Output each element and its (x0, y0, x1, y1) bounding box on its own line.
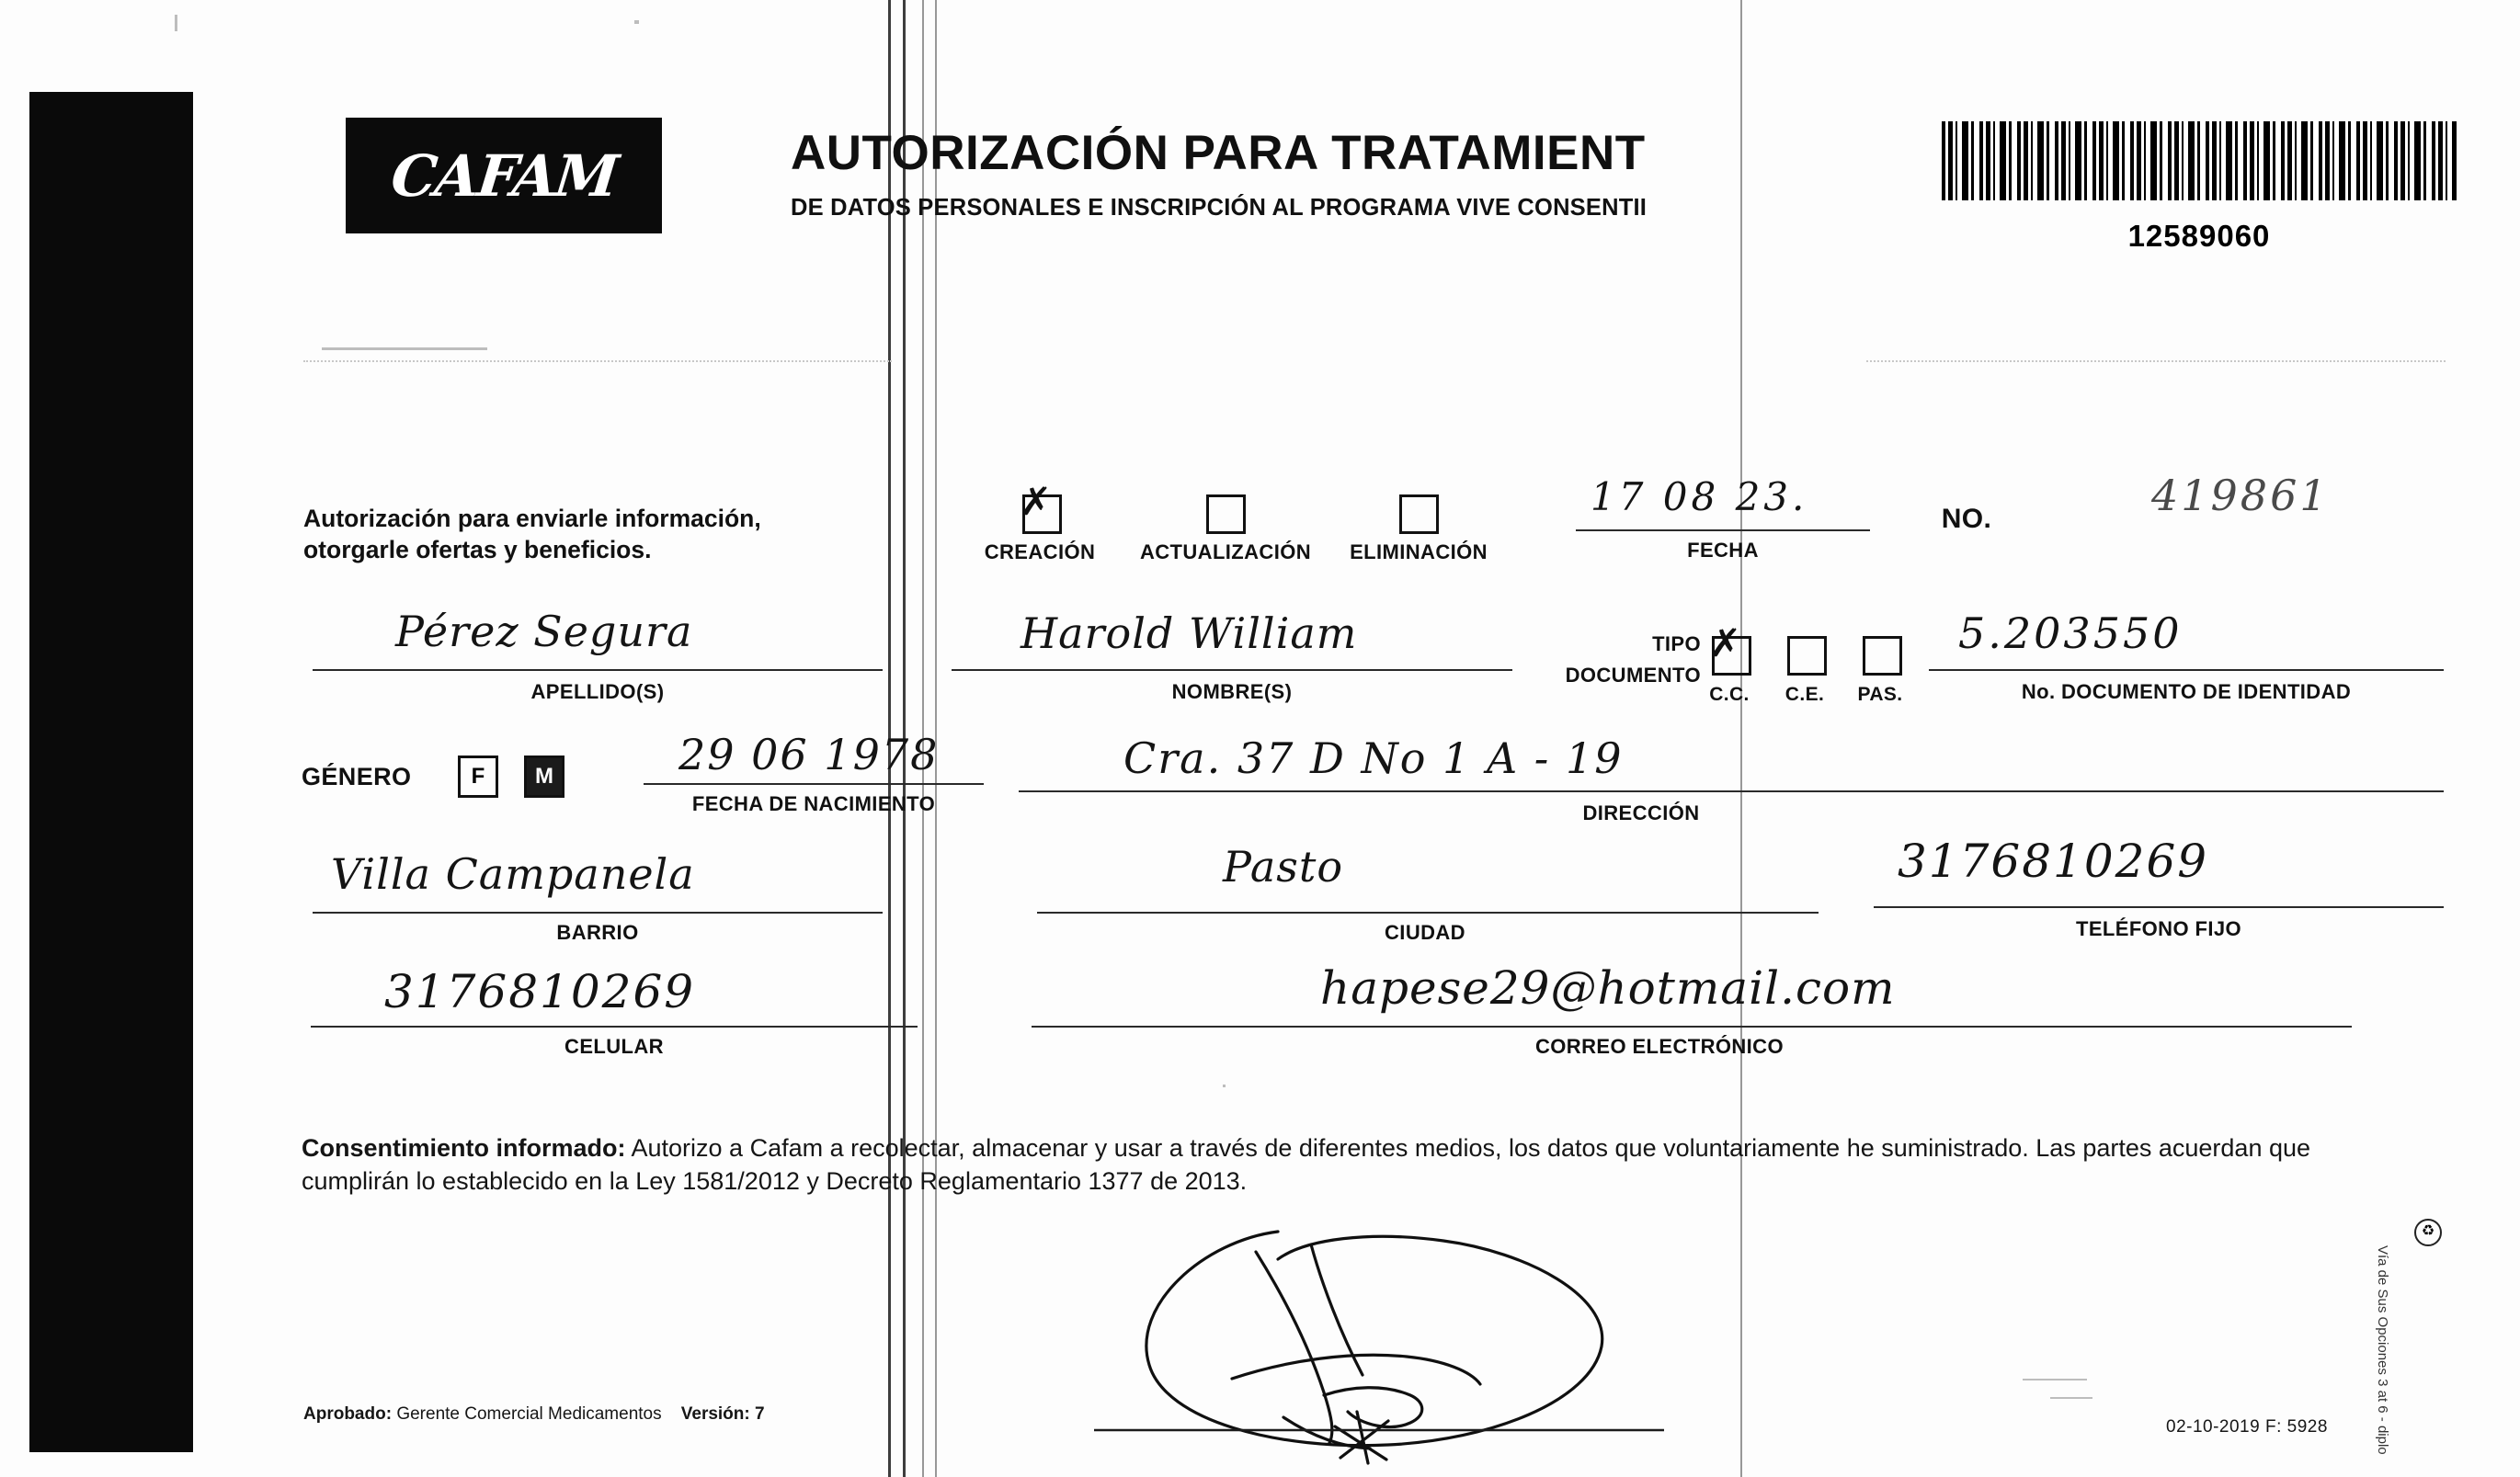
cafam-logo-text: CAFAM (387, 142, 621, 210)
celular-value[interactable]: 3176810269 (384, 965, 696, 1018)
celular-label: CELULAR (564, 1035, 664, 1058)
numero-documento-value[interactable]: 5.203550 (1958, 608, 2183, 658)
fold-line-5 (1740, 0, 1742, 1477)
checkbox-pas-label: PAS. (1857, 684, 1903, 705)
checkbox-cc-label: C.C. (1709, 684, 1750, 705)
telefono-fijo-value[interactable]: 3176810269 (1898, 835, 2209, 888)
tipo-documento-label-1: TIPO (1652, 632, 1701, 655)
nombres-value[interactable]: Harold William (1021, 608, 1358, 658)
consent-paragraph (302, 1132, 2352, 1199)
ciudad-underline (1037, 912, 1819, 914)
checkbox-creacion-mark: ✗ (1020, 479, 1053, 524)
signature (1094, 1204, 1664, 1471)
no-label: NO. (1941, 504, 1992, 534)
footer-side-note: Vía de Sus Opciones 3 at 6 - diplo (2375, 1245, 2390, 1455)
ciudad-value[interactable]: Pasto (1223, 842, 1344, 892)
checkbox-eliminacion-label: ELIMINACIÓN (1350, 540, 1488, 563)
apellidos-underline (313, 669, 883, 671)
correo-label: CORREO ELECTRÓNICO (1535, 1035, 1784, 1058)
checkbox-creacion[interactable] (1020, 479, 1062, 534)
fecha-nacimiento-underline (644, 783, 984, 785)
barcode-number: 12589060 (2127, 219, 2271, 253)
consent-text: Autorizo a Cafam a recolectar, almacenar y usar a través de diferentes medios, los datos que voluntariamente he suministrado. Las partes acuerdan que cumplirán lo establecido en la Ley 1581/2012 y Decreto Reglamentario 1377 de 2013. (302, 1134, 2311, 1195)
barrio-underline (313, 912, 883, 914)
fecha-nacimiento-value[interactable]: 29 06 1978 (678, 730, 940, 779)
scanner-black-bar (29, 92, 193, 1452)
tipo-documento-label-2: DOCUMENTO (1565, 664, 1701, 687)
genero-label: GÉNERO (302, 763, 412, 790)
fecha-label: FECHA (1687, 539, 1759, 562)
telefono-fijo-label: TELÉFONO FIJO (2076, 917, 2241, 940)
page-subtitle: DE DATOS PERSONALES E INSCRIPCIÓN AL PROGRAMA VIVE CONSENTII (791, 195, 1648, 221)
checkbox-creacion-label: CREACIÓN (984, 540, 1096, 563)
page-title: AUTORIZACIÓN PARA TRATAMIENT (791, 126, 1646, 180)
genero-option-f[interactable] (458, 756, 498, 798)
direccion-value[interactable]: Cra. 37 D No 1 A - 19 (1123, 733, 1624, 783)
checkbox-cc[interactable] (1709, 620, 1751, 676)
footer-approved-by: Gerente Comercial Medicamentos (396, 1404, 662, 1424)
ciudad-label: CIUDAD (1385, 921, 1465, 944)
no-value[interactable]: 419861 (2151, 471, 2330, 520)
barcode-icon (1942, 121, 2457, 200)
cafam-logo (346, 118, 662, 233)
consent-heading: Consentimiento informado: (302, 1134, 626, 1162)
apellidos-label: APELLIDO(S) (530, 680, 665, 703)
correo-underline (1032, 1026, 2352, 1028)
barrio-value[interactable]: Villa Campanela (331, 849, 695, 899)
nombres-label: NOMBRE(S) (1171, 680, 1293, 703)
direccion-underline (1019, 790, 2444, 792)
telefono-fijo-underline (1874, 906, 2444, 908)
authorization-intro-line2: otorgarle ofertas y beneficios. (303, 535, 652, 563)
fecha-nacimiento-label: FECHA DE NACIMIENTO (691, 792, 936, 815)
checkbox-cc-mark: ✗ (1709, 620, 1742, 665)
checkbox-eliminacion[interactable] (1399, 494, 1439, 534)
footer-approval (303, 1404, 765, 1425)
apellidos-value[interactable]: Pérez Segura (395, 607, 693, 656)
footer-approved-label: Aprobado: (303, 1404, 393, 1424)
authorization-intro (303, 504, 892, 566)
numero-documento-underline (1929, 669, 2444, 671)
checkbox-pas[interactable] (1863, 636, 1902, 676)
genero-option-m-label: M (535, 764, 553, 789)
fecha-value[interactable]: 17 08 23. (1591, 474, 1808, 519)
numero-documento-label: No. DOCUMENTO DE IDENTIDAD (2021, 680, 2352, 703)
footer-version: Versión: 7 (680, 1404, 765, 1424)
direccion-label: DIRECCIÓN (1582, 801, 1700, 824)
footer-date-code: 02-10-2019 F: 5928 (2166, 1417, 2328, 1437)
checkbox-ce[interactable] (1787, 636, 1827, 676)
checkbox-actualizacion[interactable] (1206, 494, 1246, 534)
nombres-underline (952, 669, 1512, 671)
authorization-intro-line1: Autorización para enviarle información, (303, 505, 761, 532)
fecha-underline (1576, 529, 1870, 531)
genero-option-f-label: F (471, 764, 485, 789)
genero-option-m[interactable] (524, 756, 564, 798)
barrio-label: BARRIO (556, 921, 639, 944)
correo-value[interactable]: hapese29@hotmail.com (1320, 961, 1896, 1015)
dotted-rule-right (1866, 360, 2446, 362)
dotted-rule-left (303, 360, 892, 362)
recycle-icon: ♻ (2414, 1219, 2442, 1246)
celular-underline (311, 1026, 918, 1028)
checkbox-ce-label: C.E. (1785, 684, 1825, 705)
checkbox-actualizacion-label: ACTUALIZACIÓN (1139, 540, 1312, 563)
